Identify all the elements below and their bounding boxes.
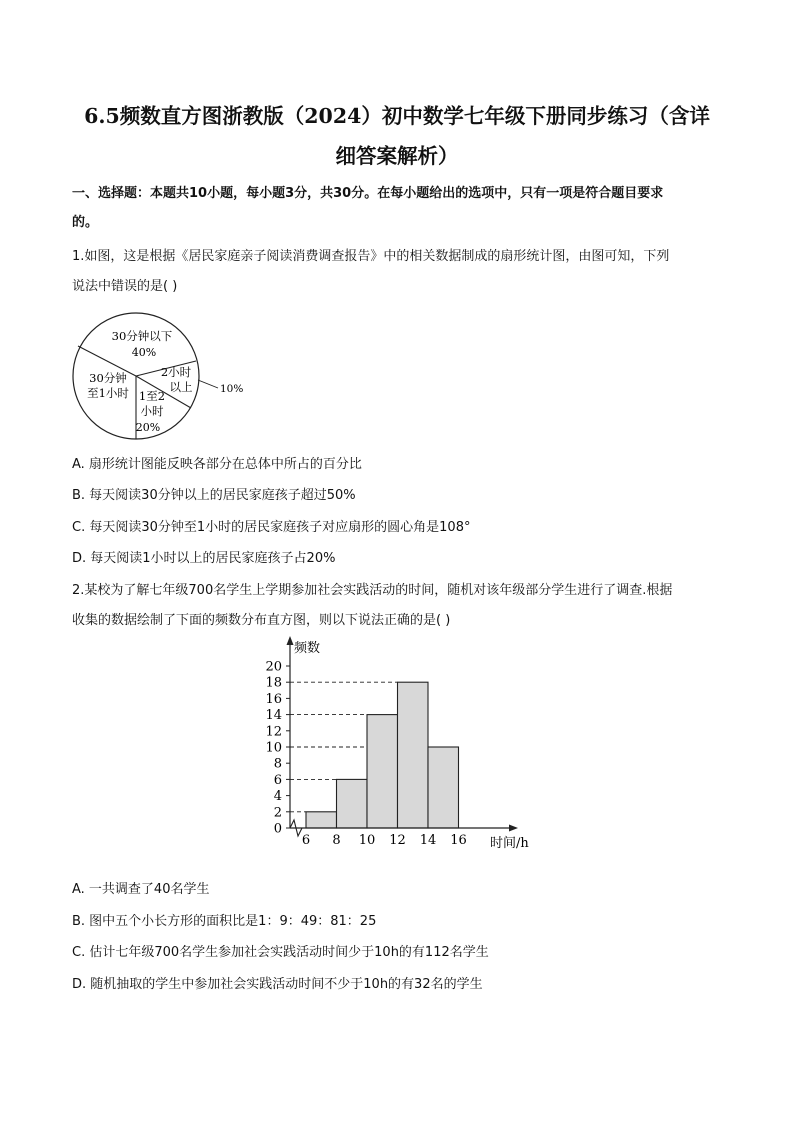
q2-stem-line-2: 收集的数据绘制了下面的频数分布直方图，则以下说法正确的是( )	[72, 613, 451, 628]
pie-seg4-label-2: 以上	[169, 380, 193, 394]
x-tick-label: 10	[358, 833, 376, 848]
pie-seg3-pct: 20%	[135, 421, 161, 434]
pie-seg1-label: 30分钟以下	[111, 329, 173, 343]
y-tick-label: 14	[265, 708, 282, 724]
x-tick-label: 14	[419, 833, 437, 848]
q2-option-a[interactable]: A. 一共调查了40名学生	[72, 882, 210, 897]
section-intro-line-1: 一、选择题：本题共10小题，每小题3分，共30分。在每小题给出的选项中，只有一项是符合题目要求	[72, 186, 664, 201]
y-tick-label: 8	[273, 756, 282, 772]
y-tick-label: 18	[265, 675, 282, 691]
q1-option-a[interactable]: A. 扇形统计图能反映各部分在总体中所占的百分比	[72, 457, 362, 472]
y-tick-label: 6	[273, 772, 282, 788]
q1-stem-line-1: 1.如图，这是根据《居民家庭亲子阅读消费调查报告》中的相关数据制成的扇形统计图，由图可知，下列	[72, 249, 670, 264]
y-tick-label: 10	[265, 740, 282, 756]
y-tick-label: 4	[273, 789, 282, 805]
y-tick-label: 2	[273, 805, 282, 821]
q2-option-b[interactable]: B. 图中五个小长方形的面积比是1：9：49：81：25	[72, 914, 377, 929]
pie-leader-line	[198, 380, 218, 388]
histogram-bar	[428, 747, 459, 828]
q1-option-d[interactable]: D. 每天阅读1小时以上的居民家庭孩子占20%	[72, 551, 336, 566]
y-axis-arrow	[287, 636, 294, 645]
x-axis-arrow	[509, 825, 518, 832]
x-tick-label: 6	[301, 833, 311, 848]
pie-seg3-label-2: 小时	[140, 404, 164, 418]
q1-option-b[interactable]: B. 每天阅读30分钟以上的居民家庭孩子超过50%	[72, 488, 356, 503]
q2-option-c[interactable]: C. 估计七年级700名学生参加社会实践活动时间少于10h的有112名学生	[72, 945, 489, 960]
x-tick-label: 16	[450, 833, 467, 848]
x-tick-label: 8	[332, 833, 341, 848]
histogram-bar	[306, 812, 337, 828]
q2-option-d[interactable]: D. 随机抽取的学生中参加社会实践活动时间不少于10h的有32名的学生	[72, 977, 483, 992]
y-axis-label: 频数	[294, 641, 321, 656]
pie-seg2-label-2: 至1小时	[87, 386, 129, 400]
q1-option-c[interactable]: C. 每天阅读30分钟至1小时的居民家庭孩子对应扇形的圆心角是108°	[72, 520, 471, 535]
pie-seg3-label-1: 1至2	[138, 389, 166, 403]
q2-stem-line-1: 2.某校为了解七年级700名学生上学期参加社会实践活动的时间，随机对该年级部分学生进行了调查.根据	[72, 583, 673, 598]
pie-seg2-label-1: 30分钟	[89, 371, 127, 385]
histogram-bar	[398, 682, 429, 828]
histogram-bar	[337, 779, 368, 828]
page-title-line-1: 6.5频数直方图浙教版（2024）初中数学七年级下册同步练习（含详	[84, 104, 710, 128]
x-axis-label: 时间/h	[490, 836, 529, 851]
page-title-line-2: 细答案解析）	[335, 144, 459, 168]
q2-histogram	[250, 632, 540, 857]
pie-seg4-label-1: 2小时	[160, 365, 192, 379]
y-tick-label: 20	[265, 659, 282, 675]
pie-seg1-pct: 40%	[131, 346, 157, 359]
section-intro-line-2: 的。	[72, 215, 99, 230]
q1-pie-chart	[70, 308, 250, 444]
y-tick-label: 0	[273, 821, 282, 837]
y-tick-label: 12	[265, 724, 282, 740]
x-tick-label: 12	[389, 833, 406, 848]
pie-seg4-pct: 10%	[220, 383, 244, 395]
histogram-bar	[367, 715, 398, 828]
q1-stem-line-2: 说法中错误的是( )	[72, 279, 178, 294]
y-tick-label: 16	[265, 691, 282, 707]
